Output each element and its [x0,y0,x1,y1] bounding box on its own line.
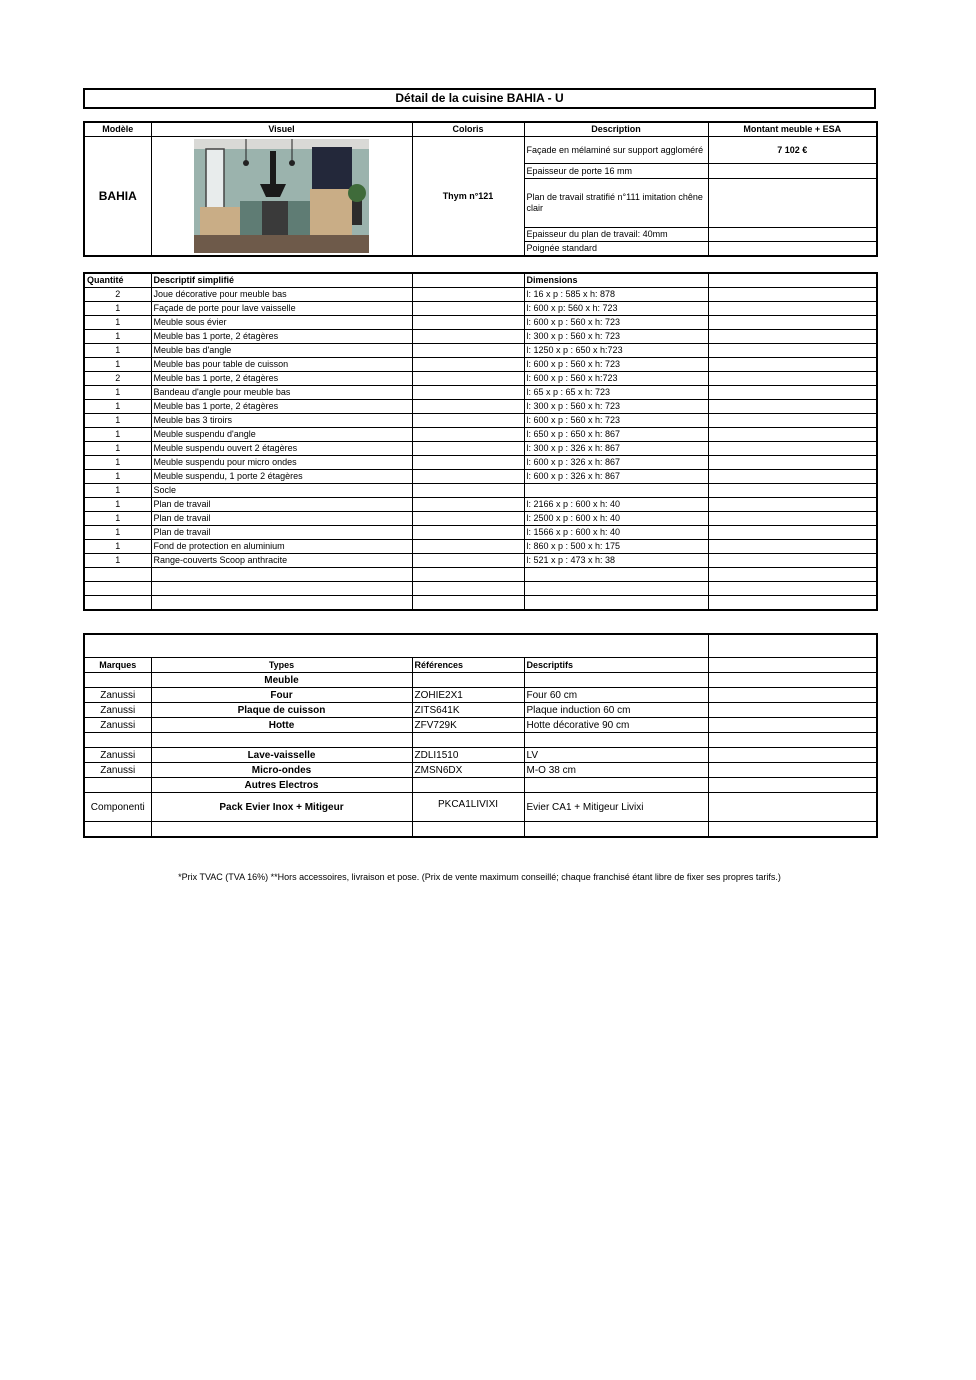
footnote: *Prix TVAC (TVA 16%) **Hors accessoires, livraison et pose. (Prix de vente maximum conseillé; chaque franchisé étant libre de fixer ses propres tarifs.) [178,872,781,882]
kitchen-visual [151,137,412,257]
appliance-row [84,733,877,748]
item-dim: l: 300 x p : 326 x h: 867 [524,442,708,456]
item-dim: l: 521 x p : 473 x h: 38 [524,554,708,568]
model-table-header [84,122,877,137]
item-row [84,470,877,484]
item-row [84,344,877,358]
appliance-type: Plaque de cuisson [151,703,412,718]
item-desc: Meuble bas 3 tiroirs [151,414,412,428]
appliance-marque: Zanussi [84,748,151,763]
item-desc: Fond de protection en aluminium [151,540,412,554]
item-dim: l: 1566 x p : 600 x h: 40 [524,526,708,540]
appliance-desc: Hotte décorative 90 cm [524,718,708,733]
item-qty [84,582,151,596]
item-row [84,498,877,512]
item-desc: Façade de porte pour lave vaisselle [151,302,412,316]
appliance-desc: LV [524,748,708,763]
appliance-ref: ZOHIE2X1 [412,688,524,703]
item-desc: Meuble bas d'angle [151,344,412,358]
item-row [84,428,877,442]
appliance-desc [524,673,708,688]
appliance-row [84,748,877,763]
item-desc: Meuble bas 1 porte, 2 étagères [151,372,412,386]
appliance-desc [524,778,708,793]
item-desc [151,582,412,596]
header-types: Types [151,658,412,673]
header-montant: Montant meuble + ESA [708,122,877,137]
item-desc: Meuble suspendu ouvert 2 étagères [151,442,412,456]
item-row [84,400,877,414]
component-ref: PKCA1LIVIXI [412,793,524,822]
item-row [84,302,877,316]
item-qty [84,596,151,611]
item-dim [524,596,708,611]
item-row [84,288,877,302]
item-qty: 1 [84,526,151,540]
item-row [84,582,877,596]
item-dim: l: 860 x p : 500 x h: 175 [524,540,708,554]
item-qty: 1 [84,484,151,498]
item-qty: 1 [84,540,151,554]
item-desc: Range-couverts Scoop anthracite [151,554,412,568]
item-row [84,596,877,611]
description-4: Poignée standard [524,241,708,256]
item-qty: 1 [84,344,151,358]
component-row [84,793,877,822]
item-desc: Meuble suspendu, 1 porte 2 étagères [151,470,412,484]
item-row [84,568,877,582]
appliances-table-header [84,658,877,673]
page-title: Détail de la cuisine BAHIA - U [83,88,876,109]
item-desc: Meuble bas 1 porte, 2 étagères [151,400,412,414]
item-dim: l: 600 x p : 560 x h: 723 [524,316,708,330]
appliances-table [83,633,878,838]
appliance-marque [84,778,151,793]
model-name: BAHIA [84,137,151,257]
item-dim: l: 600 x p : 560 x h: 723 [524,358,708,372]
appliance-desc [524,733,708,748]
appliance-ref [412,673,524,688]
appliance-ref: ZMSN6DX [412,763,524,778]
model-table [83,121,878,257]
item-row [84,330,877,344]
appliance-ref [412,778,524,793]
appliance-row [84,688,877,703]
model-coloris: Thym n°121 [412,137,524,257]
item-dim [524,582,708,596]
item-qty: 1 [84,414,151,428]
appliance-row [84,778,877,793]
description-2: Plan de travail stratifié n°111 imitation chêne clair [524,178,708,227]
item-dim: l: 600 x p : 326 x h: 867 [524,456,708,470]
item-desc: Meuble suspendu pour micro ondes [151,456,412,470]
appliance-row [84,703,877,718]
appliance-ref [412,733,524,748]
item-desc [151,568,412,582]
item-row [84,316,877,330]
item-qty [84,568,151,582]
component-desc: Evier CA1 + Mitigeur Livixi [524,793,708,822]
appliance-row [84,763,877,778]
appliance-ref: ZDLI1510 [412,748,524,763]
item-qty: 1 [84,330,151,344]
model-price: 7 102 € [708,137,877,164]
item-qty: 1 [84,554,151,568]
header-marques: Marques [84,658,151,673]
appliance-row [84,718,877,733]
header-dimensions: Dimensions [524,273,708,288]
item-qty: 1 [84,302,151,316]
header-coloris: Coloris [412,122,524,137]
item-dim: l: 650 x p : 650 x h: 867 [524,428,708,442]
item-qty: 1 [84,316,151,330]
item-row [84,386,877,400]
item-qty: 1 [84,428,151,442]
item-dim: l: 600 x p : 560 x h: 723 [524,414,708,428]
item-qty: 2 [84,372,151,386]
item-row [84,526,877,540]
appliance-marque: Zanussi [84,703,151,718]
appliance-desc: Plaque induction 60 cm [524,703,708,718]
item-qty: 1 [84,512,151,526]
appliance-desc: Four 60 cm [524,688,708,703]
item-dim: l: 600 x p : 560 x h:723 [524,372,708,386]
appliance-marque: Zanussi [84,688,151,703]
appliance-row [84,673,877,688]
item-desc: Plan de travail [151,512,412,526]
item-dim: l: 2166 x p : 600 x h: 40 [524,498,708,512]
item-dim: l: 1250 x p : 650 x h:723 [524,344,708,358]
header-modele: Modèle [84,122,151,137]
appliance-marque [84,673,151,688]
item-desc: Socle [151,484,412,498]
kitchen-photo [194,139,369,253]
item-row [84,484,877,498]
appliance-type: Autres Electros [151,778,412,793]
item-row [84,372,877,386]
component-type: Pack Evier Inox + Mitigeur [151,793,412,822]
item-dim [524,484,708,498]
item-row [84,442,877,456]
component-marque: Componenti [84,793,151,822]
description-3: Epaisseur du plan de travail: 40mm [524,227,708,241]
item-row [84,512,877,526]
items-table [83,272,878,611]
appliance-desc: M-O 38 cm [524,763,708,778]
item-row [84,358,877,372]
item-qty: 1 [84,456,151,470]
item-desc: Meuble sous évier [151,316,412,330]
item-desc: Joue décorative pour meuble bas [151,288,412,302]
appliance-ref: ZFV729K [412,718,524,733]
appliance-marque [84,733,151,748]
item-dim: l: 16 x p : 585 x h: 878 [524,288,708,302]
item-row [84,456,877,470]
appliance-type: Meuble [151,673,412,688]
item-qty: 1 [84,358,151,372]
appliance-ref: ZITS641K [412,703,524,718]
description-0: Façade en mélaminé sur support aggloméré [524,137,708,164]
item-desc: Plan de travail [151,526,412,540]
item-row [84,414,877,428]
item-qty: 1 [84,498,151,512]
item-qty: 1 [84,386,151,400]
item-dim: l: 300 x p : 560 x h: 723 [524,330,708,344]
item-dim: l: 2500 x p : 600 x h: 40 [524,512,708,526]
appliance-marque: Zanussi [84,763,151,778]
item-dim: l: 600 x p: 560 x h: 723 [524,302,708,316]
item-desc: Bandeau d'angle pour meuble bas [151,386,412,400]
description-1: Epaisseur de porte 16 mm [524,164,708,178]
appliance-type: Hotte [151,718,412,733]
item-row [84,554,877,568]
appliance-type: Micro-ondes [151,763,412,778]
item-qty: 1 [84,400,151,414]
item-desc: Meuble suspendu d'angle [151,428,412,442]
item-desc: Meuble bas pour table de cuisson [151,358,412,372]
header-descriptifs: Descriptifs [524,658,708,673]
item-dim [524,568,708,582]
item-row [84,540,877,554]
item-desc [151,596,412,611]
appliance-type [151,733,412,748]
items-table-header [84,273,877,288]
header-visuel: Visuel [151,122,412,137]
header-references: Références [412,658,524,673]
header-description: Description [524,122,708,137]
item-qty: 1 [84,442,151,456]
appliance-type: Lave-vaisselle [151,748,412,763]
item-desc: Plan de travail [151,498,412,512]
header-descriptif: Descriptif simplifié [151,273,412,288]
appliance-marque: Zanussi [84,718,151,733]
item-desc: Meuble bas 1 porte, 2 étagères [151,330,412,344]
appliance-type: Four [151,688,412,703]
item-qty: 2 [84,288,151,302]
item-dim: l: 65 x p : 65 x h: 723 [524,386,708,400]
item-dim: l: 300 x p : 560 x h: 723 [524,400,708,414]
item-dim: l: 600 x p : 326 x h: 867 [524,470,708,484]
header-quantite: Quantité [84,273,151,288]
item-qty: 1 [84,470,151,484]
